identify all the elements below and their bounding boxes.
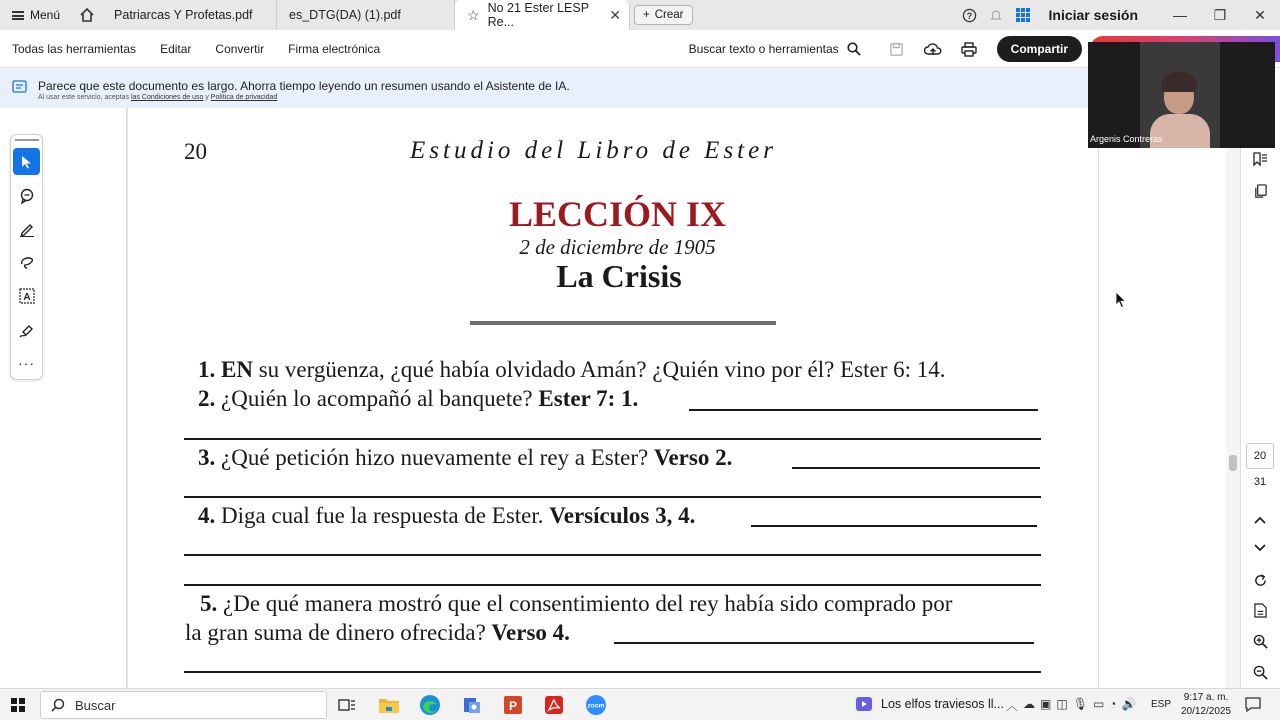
print-icon[interactable] — [951, 30, 987, 68]
wifi-icon[interactable]: ◔ — [1109, 697, 1117, 711]
answer-line — [184, 496, 1041, 498]
share-button[interactable]: Compartir — [997, 36, 1082, 62]
bell-icon[interactable] — [983, 0, 1010, 30]
taskbar-search[interactable] — [40, 691, 327, 719]
question-4 — [198, 503, 695, 529]
menu-button[interactable] — [0, 0, 72, 30]
ai-summary-icon — [12, 79, 28, 95]
zoom-in-icon[interactable] — [1245, 626, 1275, 656]
notifications-icon[interactable] — [1245, 696, 1261, 717]
video-play-icon — [855, 696, 873, 712]
search-tools-button[interactable] — [689, 42, 861, 56]
clock-date: 20/12/2025 — [1180, 706, 1232, 717]
battery-icon[interactable]: ▭ — [1092, 697, 1105, 711]
clock-time: 9:17 a. m. — [1183, 692, 1229, 703]
close-tab-icon[interactable]: ✕ — [609, 6, 622, 23]
tab-label: No 21 Ester LESP Re... — [487, 1, 589, 29]
tray-app-icon[interactable]: ▣ — [1040, 697, 1052, 711]
svg-text:P: P — [508, 699, 518, 713]
save-icon[interactable] — [879, 30, 915, 68]
restore-icon[interactable]: ❐ — [1213, 6, 1227, 23]
title-bar — [0, 0, 1280, 30]
question-number: 2. — [198, 386, 216, 411]
tool-all-tools[interactable]: Todas las herramientas — [12, 41, 137, 56]
menu-label: Menú — [30, 8, 61, 22]
news-widget[interactable] — [855, 696, 1004, 712]
rotate-icon[interactable] — [1245, 565, 1275, 595]
more-tools-icon[interactable]: ··· — [18, 354, 35, 371]
question-number: 1. — [198, 357, 216, 382]
chevron-up-icon[interactable] — [1245, 505, 1275, 535]
search-icon — [847, 42, 861, 56]
lesson-title: La Crisis — [556, 258, 682, 294]
side-pane — [1098, 108, 1240, 688]
zoom-app-icon[interactable] — [581, 692, 611, 718]
bookmarks-icon[interactable] — [1245, 144, 1275, 174]
cloud-upload-icon[interactable] — [915, 30, 951, 68]
participant-hair — [1161, 72, 1197, 92]
answer-line — [614, 642, 1034, 644]
create-label: Crear — [654, 9, 684, 21]
cloud-sync-icon[interactable]: ☁ — [1023, 697, 1036, 711]
answer-line — [689, 409, 1038, 411]
settings-app-icon[interactable] — [457, 692, 487, 718]
microphone-icon[interactable]: 🎙 — [1072, 697, 1088, 711]
running-head: Estudio del Libro de Ester — [410, 137, 777, 164]
answer-line — [184, 584, 1041, 586]
language-indicator[interactable]: ESP — [1151, 699, 1172, 710]
fill-sign-icon[interactable] — [13, 316, 40, 343]
answer-line — [184, 671, 1041, 673]
search-tools-label: Buscar texto o herramientas — [688, 42, 839, 56]
apps-grid-icon[interactable] — [1010, 0, 1037, 30]
answer-line — [792, 467, 1040, 469]
help-icon[interactable] — [956, 0, 983, 30]
edge-browser-icon[interactable] — [415, 692, 445, 718]
tool-convert[interactable]: Convertir — [215, 41, 265, 56]
banner-legal — [38, 94, 277, 101]
question-lead: EN — [221, 357, 253, 382]
title-divider — [470, 321, 776, 325]
system-clock[interactable] — [1176, 691, 1236, 719]
minimize-icon[interactable]: — — [1173, 7, 1187, 23]
answer-line — [184, 438, 1041, 440]
page-number: 20 — [184, 139, 207, 164]
banner-legal-prefix: Al usar este servicio, aceptas — [38, 94, 130, 101]
tab-label: es_DTG(DA) (1).pdf — [289, 8, 401, 22]
answer-line — [751, 525, 1037, 527]
lesson-date: 2 de diciembre de 1905 — [519, 235, 716, 259]
create-button[interactable] — [634, 5, 692, 25]
question-text: ¿Qué petición hizo nuevamente el rey a Ester? — [215, 445, 654, 470]
tab-patriarcas[interactable] — [102, 0, 277, 30]
svg-text:A: A — [22, 291, 31, 303]
total-pages: 31 — [1253, 476, 1267, 488]
chevron-down-icon[interactable] — [1245, 533, 1275, 563]
plus-icon: + — [643, 9, 650, 21]
question-5 — [200, 591, 952, 617]
svg-text:zoom: zoom — [587, 702, 605, 710]
answer-line — [184, 554, 1041, 556]
question-number: 4. — [198, 503, 216, 528]
question-reference: Verso 2. — [653, 445, 733, 470]
windows-start-icon[interactable] — [11, 698, 25, 712]
svg-text:?: ? — [966, 10, 972, 21]
tool-esign[interactable]: Firma electrónica — [288, 41, 381, 56]
search-icon — [51, 698, 65, 712]
question-text: ¿De qué manera mostró que el consentimiento del rey había sido comprado por — [217, 591, 953, 616]
acrobat-icon[interactable] — [539, 692, 569, 718]
question-number: 3. — [198, 445, 216, 470]
chevron-up-icon[interactable]: ︿ — [1006, 699, 1019, 713]
page-info-icon[interactable] — [1245, 595, 1275, 625]
tool-edit[interactable]: Editar — [160, 41, 192, 56]
volume-icon[interactable]: 🔊 — [1121, 697, 1137, 711]
taskbar-search-placeholder: Buscar — [75, 697, 116, 713]
file-explorer-icon[interactable] — [374, 692, 404, 718]
close-window-icon[interactable]: ✕ — [1254, 6, 1266, 23]
windows-taskbar — [0, 688, 1280, 720]
banner-legal-and: y — [205, 94, 209, 101]
tab-label: Patriarcas Y Profetas.pdf — [114, 8, 253, 22]
home-icon[interactable] — [72, 0, 102, 30]
question-reference: Ester 7: 1. — [538, 386, 639, 411]
select-tool-icon[interactable] — [13, 148, 40, 175]
system-tray — [1006, 697, 1136, 714]
rail-drag-handle[interactable] — [15, 139, 39, 141]
question-2 — [198, 386, 638, 412]
video-call-overlay[interactable] — [1088, 42, 1275, 148]
tab-ester-active[interactable] — [455, 0, 630, 30]
signin-link[interactable]: Iniciar sesión — [1048, 7, 1138, 23]
hamburger-icon — [12, 11, 24, 20]
participant-name: Argenis Contreras — [1090, 134, 1163, 144]
question-text: su vergüenza, ¿qué había olvidado Amán? ¿Quién vino por él? Ester 6: 14. — [252, 357, 946, 382]
lesson-heading: LECCIÓN IX — [508, 194, 727, 234]
powerpoint-icon[interactable] — [498, 692, 528, 718]
terms-link[interactable]: las Condiciones de uso — [131, 94, 204, 101]
question-text: ¿Quién lo acompañó al banquete? — [215, 386, 539, 411]
copy-pages-icon[interactable] — [1245, 176, 1275, 206]
mouse-cursor-icon — [1115, 291, 1127, 309]
question-5-continued — [185, 620, 570, 646]
question-reference: Verso 4. — [491, 620, 570, 645]
question-1 — [198, 357, 946, 383]
news-text: Los elfos traviesos ll... — [881, 697, 1004, 711]
current-page-field[interactable]: 20 — [1246, 443, 1274, 469]
vertical-scrollbar[interactable] — [1226, 148, 1240, 688]
meet-now-icon[interactable]: ◫ — [1056, 697, 1068, 711]
question-3 — [198, 445, 732, 471]
question-reference: Versículos 3, 4. — [549, 503, 696, 528]
scrollbar-thumb[interactable] — [1229, 455, 1237, 471]
zoom-out-icon[interactable] — [1245, 657, 1275, 687]
question-text: Diga cual fue la respuesta de Ester. — [215, 503, 550, 528]
question-number: 5. — [200, 591, 218, 616]
tab-dtg[interactable] — [277, 0, 455, 30]
question-text: la gran suma de dinero ofrecida? — [185, 620, 492, 645]
privacy-link[interactable]: Política de privacidad — [210, 94, 278, 101]
banner-message[interactable]: Parece que este documento es largo. Ahorra tiempo leyendo un resumen usando el Asistente de IA. — [38, 79, 570, 93]
star-icon[interactable]: ☆ — [467, 6, 480, 23]
task-view-icon[interactable] — [332, 692, 362, 718]
